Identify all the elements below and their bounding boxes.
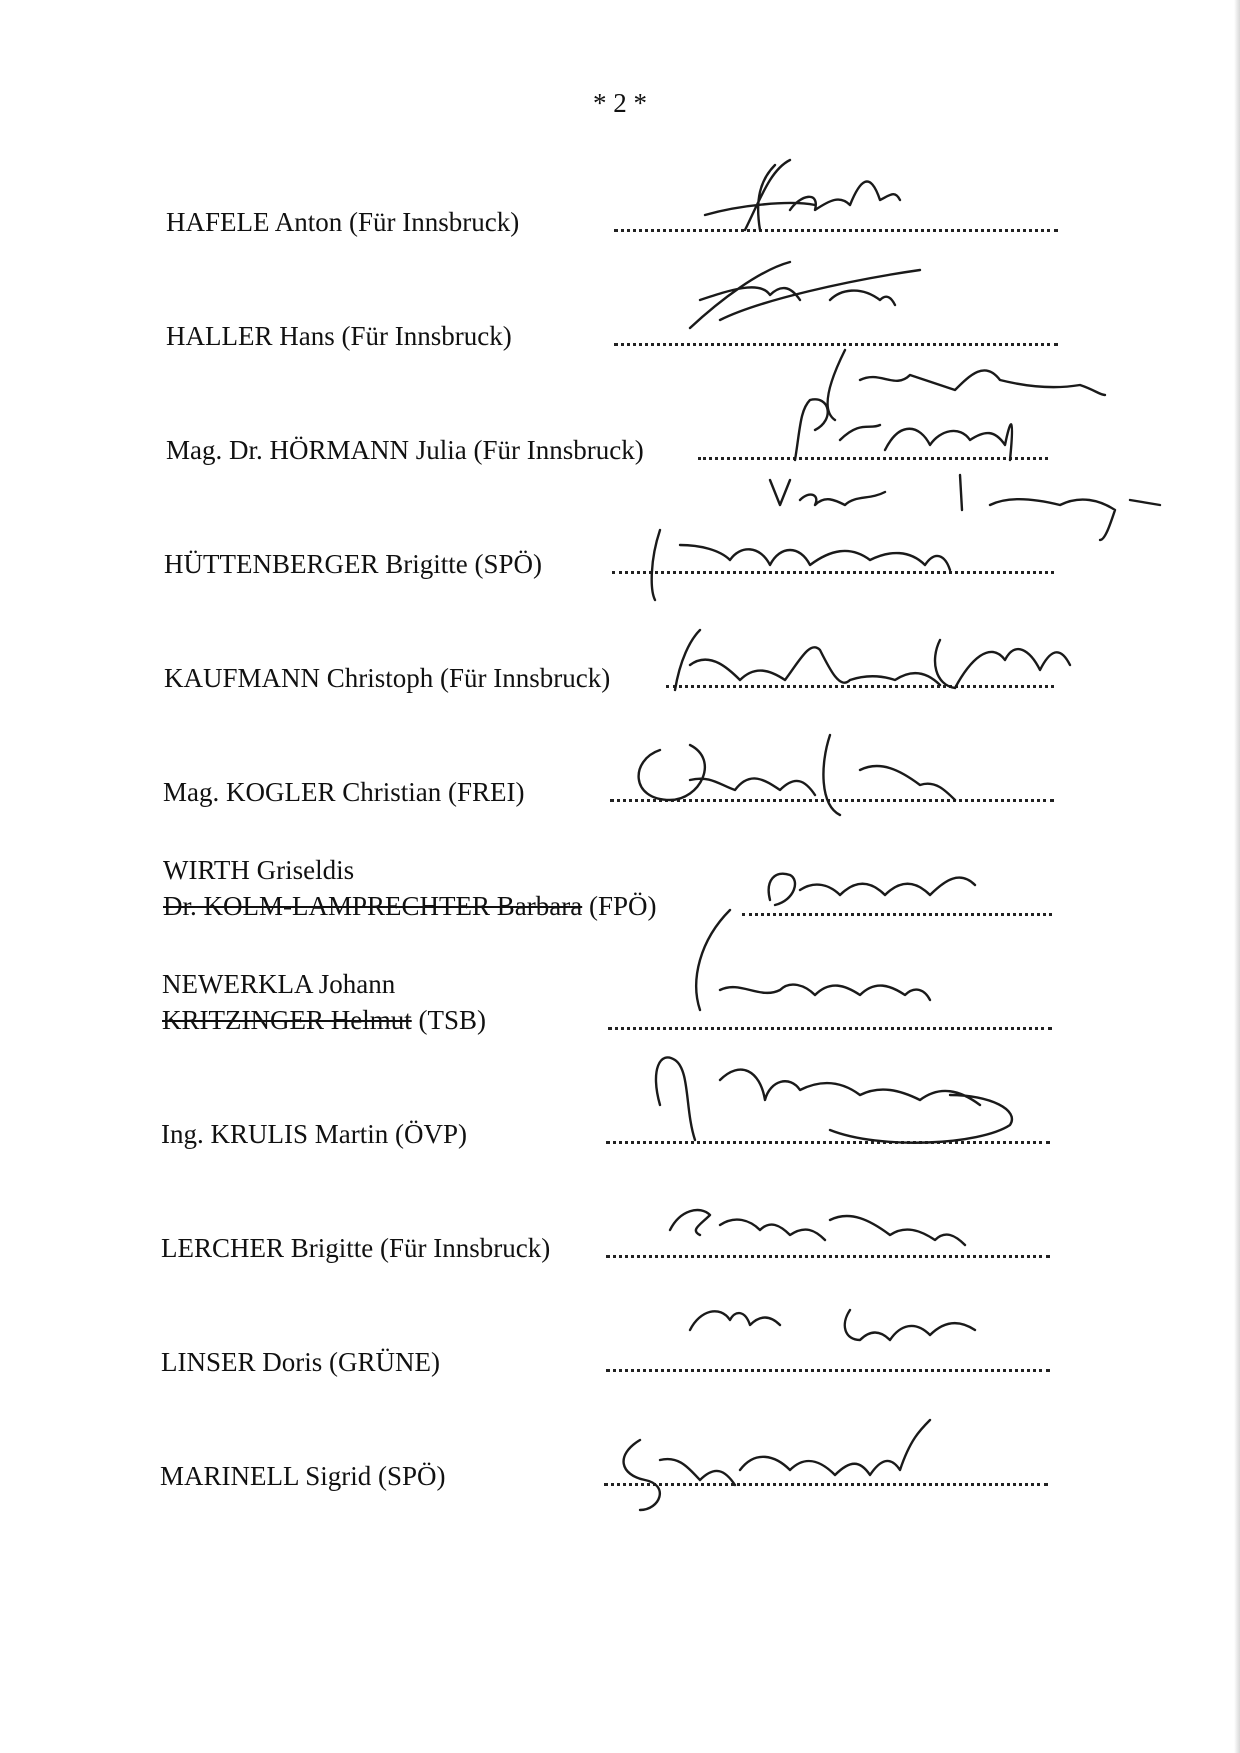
signatory-name xyxy=(162,966,486,1038)
signatory-name: KAUFMANN Christoph (Für Innsbruck) xyxy=(164,663,611,693)
signature-line xyxy=(606,1141,1050,1144)
signature-line xyxy=(606,1255,1050,1258)
signature-line xyxy=(742,913,1052,916)
signatory-name: Ing. KRULIS Martin (ÖVP) xyxy=(161,1119,467,1149)
signatory-name: HÜTTENBERGER Brigitte (SPÖ) xyxy=(164,549,542,579)
party-label: (TSB) xyxy=(411,1005,486,1035)
signatory-name: HALLER Hans (Für Innsbruck) xyxy=(166,321,512,351)
signature-row-huettenberger xyxy=(0,522,1240,582)
signature-row-hafele xyxy=(0,180,1240,240)
signatory-name: LERCHER Brigitte (Für Innsbruck) xyxy=(161,1233,551,1263)
signature-row-krulis xyxy=(0,1092,1240,1152)
signature-row-kogler xyxy=(0,750,1240,810)
signature-row-kaufmann xyxy=(0,636,1240,696)
signatory-name: Mag. KOGLER Christian (FREI) xyxy=(163,777,525,807)
signatory-name xyxy=(163,852,656,924)
party-label: (FPÖ) xyxy=(582,891,657,921)
signature-row-linser xyxy=(0,1320,1240,1380)
signature-line xyxy=(666,685,1054,688)
replacement-name: WIRTH Griseldis xyxy=(163,855,355,885)
page-number: * 2 * xyxy=(593,88,647,118)
signature-line xyxy=(612,571,1054,574)
replacement-name: NEWERKLA Johann xyxy=(162,969,396,999)
signature-line xyxy=(604,1483,1048,1486)
signature-row-newerkla xyxy=(0,942,1240,1038)
signature-line xyxy=(614,229,1058,232)
signature-row-hoermann xyxy=(0,408,1240,468)
signature-row-wirth xyxy=(0,828,1240,924)
struck-name: Dr. KOLM-LAMPRECHTER Barbara xyxy=(163,891,583,921)
signatory-name: Mag. Dr. HÖRMANN Julia (Für Innsbruck) xyxy=(166,435,644,465)
signature-row-lercher xyxy=(0,1206,1240,1266)
signature-line xyxy=(610,799,1054,802)
signatory-name: MARINELL Sigrid (SPÖ) xyxy=(160,1461,446,1491)
signature-line xyxy=(698,457,1048,460)
signatory-name: LINSER Doris (GRÜNE) xyxy=(161,1347,440,1377)
signature-row-marinell xyxy=(0,1434,1240,1494)
signature-line xyxy=(606,1369,1050,1372)
signatory-name: HAFELE Anton (Für Innsbruck) xyxy=(166,207,520,237)
signature-line xyxy=(614,343,1058,346)
scan-edge xyxy=(1234,0,1240,1753)
signature-line xyxy=(608,1027,1052,1030)
signature-row-haller xyxy=(0,294,1240,354)
struck-name: KRITZINGER Helmut xyxy=(162,1005,412,1035)
